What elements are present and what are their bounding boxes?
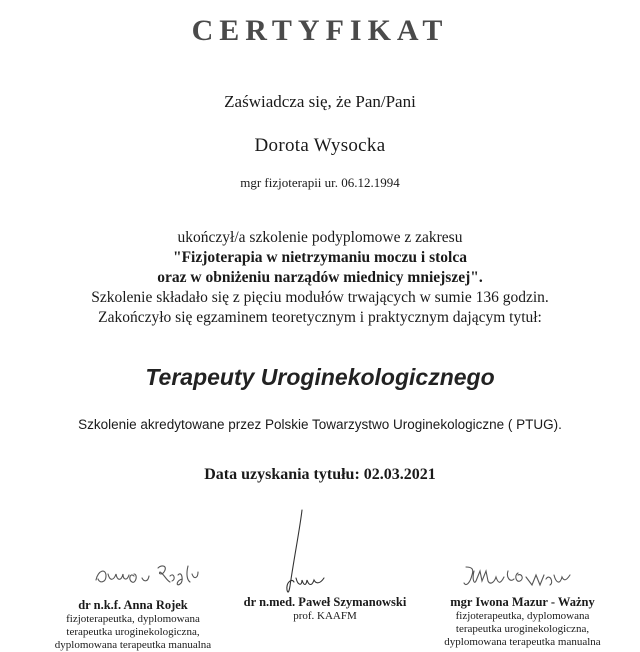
signatory-3-line-1: fizjoterapeutka, dyplomowana — [455, 610, 590, 622]
signatory-2 — [225, 595, 425, 623]
recipient-name: Dorota Wysocka — [254, 135, 386, 156]
course-line-1: ukończył/a szkolenie podyplomowe z zakresu — [177, 229, 463, 246]
signatory-1 — [38, 598, 228, 652]
attestation-text: Zaświadcza się, że Pan/Pani — [224, 92, 416, 111]
recipient-details: mgr fizjoterapii ur. 06.12.1994 — [240, 175, 400, 190]
signatory-1-line-2: terapeutka uroginekologiczna, — [66, 626, 200, 638]
signatory-1-line-3: dyplomowana terapeutka manualna — [54, 639, 212, 651]
signatory-1-line-1: fizjoterapeutka, dyplomowana — [66, 613, 200, 625]
course-line-5: Zakończyło się egzaminem teoretycznym i praktycznym dającym tytuł: — [98, 309, 542, 326]
degree-title: Terapeuty Uroginekologicznego — [145, 364, 495, 390]
course-line-3: oraz w obniżeniu narządów miednicy mniejszej". — [157, 269, 483, 286]
signatory-2-line-1: prof. KAAFM — [293, 610, 357, 622]
date-of-title: Data uzyskania tytułu: 02.03.2021 — [204, 466, 436, 483]
accreditation-text: Szkolenie akredytowane przez Polskie Towarzystwo Uroginekologiczne ( PTUG). — [78, 417, 562, 432]
signature-1-handwritten — [92, 560, 202, 590]
signatory-3-name: mgr Iwona Mazur - Ważny — [450, 595, 595, 609]
signatory-3-line-3: dyplomowana terapeutka manualna — [444, 636, 601, 648]
signature-2-handwritten — [272, 508, 332, 598]
signature-3-handwritten — [462, 563, 572, 593]
course-line-2: "Fizjoterapia w nietrzymaniu moczu i stolca — [172, 249, 467, 266]
signatory-3-line-2: terapeutka uroginekologiczna, — [455, 623, 590, 635]
course-line-4: Szkolenie składało się z pięciu modułów trwających w sumie 136 godzin. — [91, 289, 549, 306]
signatory-2-name: dr n.med. Paweł Szymanowski — [243, 595, 407, 609]
certificate-title: CERTYFIKAT — [191, 14, 449, 47]
signatory-3 — [420, 595, 625, 649]
signatory-1-name: dr n.k.f. Anna Rojek — [78, 598, 188, 612]
